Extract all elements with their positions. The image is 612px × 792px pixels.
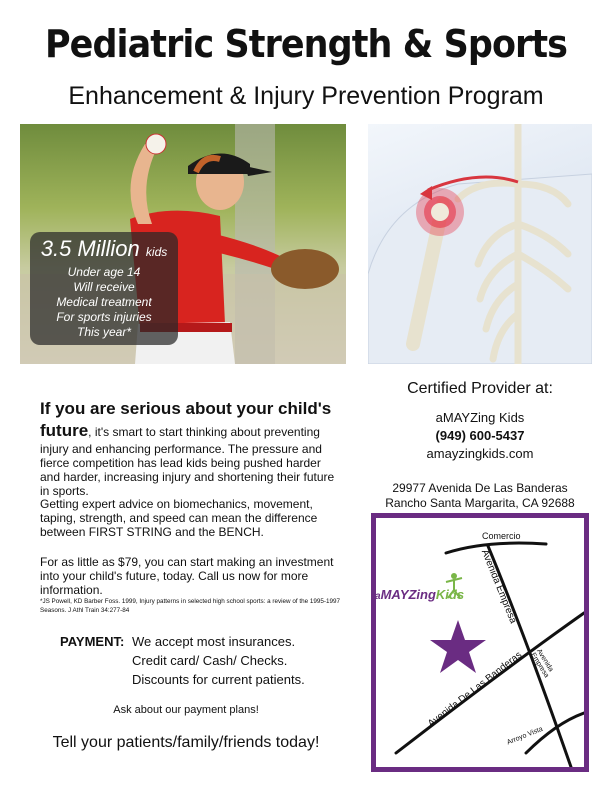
stat-line: Medical treatment	[56, 295, 152, 309]
shoulder-illustration	[368, 124, 592, 364]
stat-headline-small: kids	[145, 245, 168, 259]
provider-name: aMAYZing Kids	[435, 410, 525, 425]
street-arroyo-vista: Arroyo Vista	[506, 725, 544, 747]
location-star-icon	[430, 620, 486, 673]
provider-website: amayzingkids.com	[426, 446, 534, 461]
provider-phone: (949) 600-5437	[435, 428, 525, 443]
payment-line: Discounts for current patients.	[132, 672, 305, 687]
street-avenida-de-las-banderas: Avenida De Las Banderas	[426, 649, 525, 730]
stat-line: This year*	[76, 325, 132, 339]
lead-paragraph	[40, 398, 340, 498]
street-comercio: Comercio	[482, 531, 521, 541]
page-title: Pediatric Strength & Sports	[44, 22, 568, 66]
provider-address-line1: 29977 Avenida De Las Banderas	[392, 481, 568, 495]
paragraph-pricing: For as little as $79, you can start making an investment into your child's future, today. Call us now for more information.	[40, 555, 334, 597]
payment-plans-note: Ask about our payment plans!	[113, 704, 259, 716]
page-subtitle: Enhancement & Injury Prevention Program	[68, 82, 544, 110]
provider-heading: Certified Provider at:	[407, 380, 553, 397]
stat-line: For sports injuries	[56, 310, 152, 324]
stat-line: Will receive	[73, 280, 135, 294]
payment-label: PAYMENT:	[60, 634, 125, 649]
shoulder-anatomy-photo	[368, 124, 592, 364]
street-avenida-empresa: Avenida Empresa	[478, 548, 519, 626]
footnote: *JS Powell, KD Barber Foss. 1999, Injury patterns in selected high school sports: a review of the 1995-1997 Seasons. J Athl Train 34:277-84	[40, 598, 340, 614]
amayzing-kids-logo: aMAYZingKids	[375, 587, 465, 602]
stat-headline: 3.5 Million	[40, 236, 140, 261]
tell-others-line: Tell your patients/family/friends today!	[52, 734, 320, 751]
stat-box	[30, 232, 178, 345]
provider-address-line2: Rancho Santa Margarita, CA 92688	[385, 496, 575, 510]
street-avenida-empresa-lower: Avenida Empresa	[529, 648, 555, 680]
payment-line: Credit card/ Cash/ Checks.	[132, 653, 288, 668]
location-map	[371, 513, 589, 772]
paragraph-biomechanics: Getting expert advice on biomechanics, movement, taping, strength, and speed can mean the difference between FIRST STRING and the BENCH.	[40, 497, 318, 539]
lead-rest: , it's smart to start thinking about preventing injury and enhancing performance. The pressure and fierce competition has lead kids being pushed harder and harder, increasing injury and shortening their future in sports.	[40, 425, 335, 498]
lead-bold: If you are serious about your child's future	[40, 399, 332, 440]
payment-line: We accept most insurances.	[132, 634, 296, 649]
stat-line: Under age 14	[67, 265, 141, 279]
